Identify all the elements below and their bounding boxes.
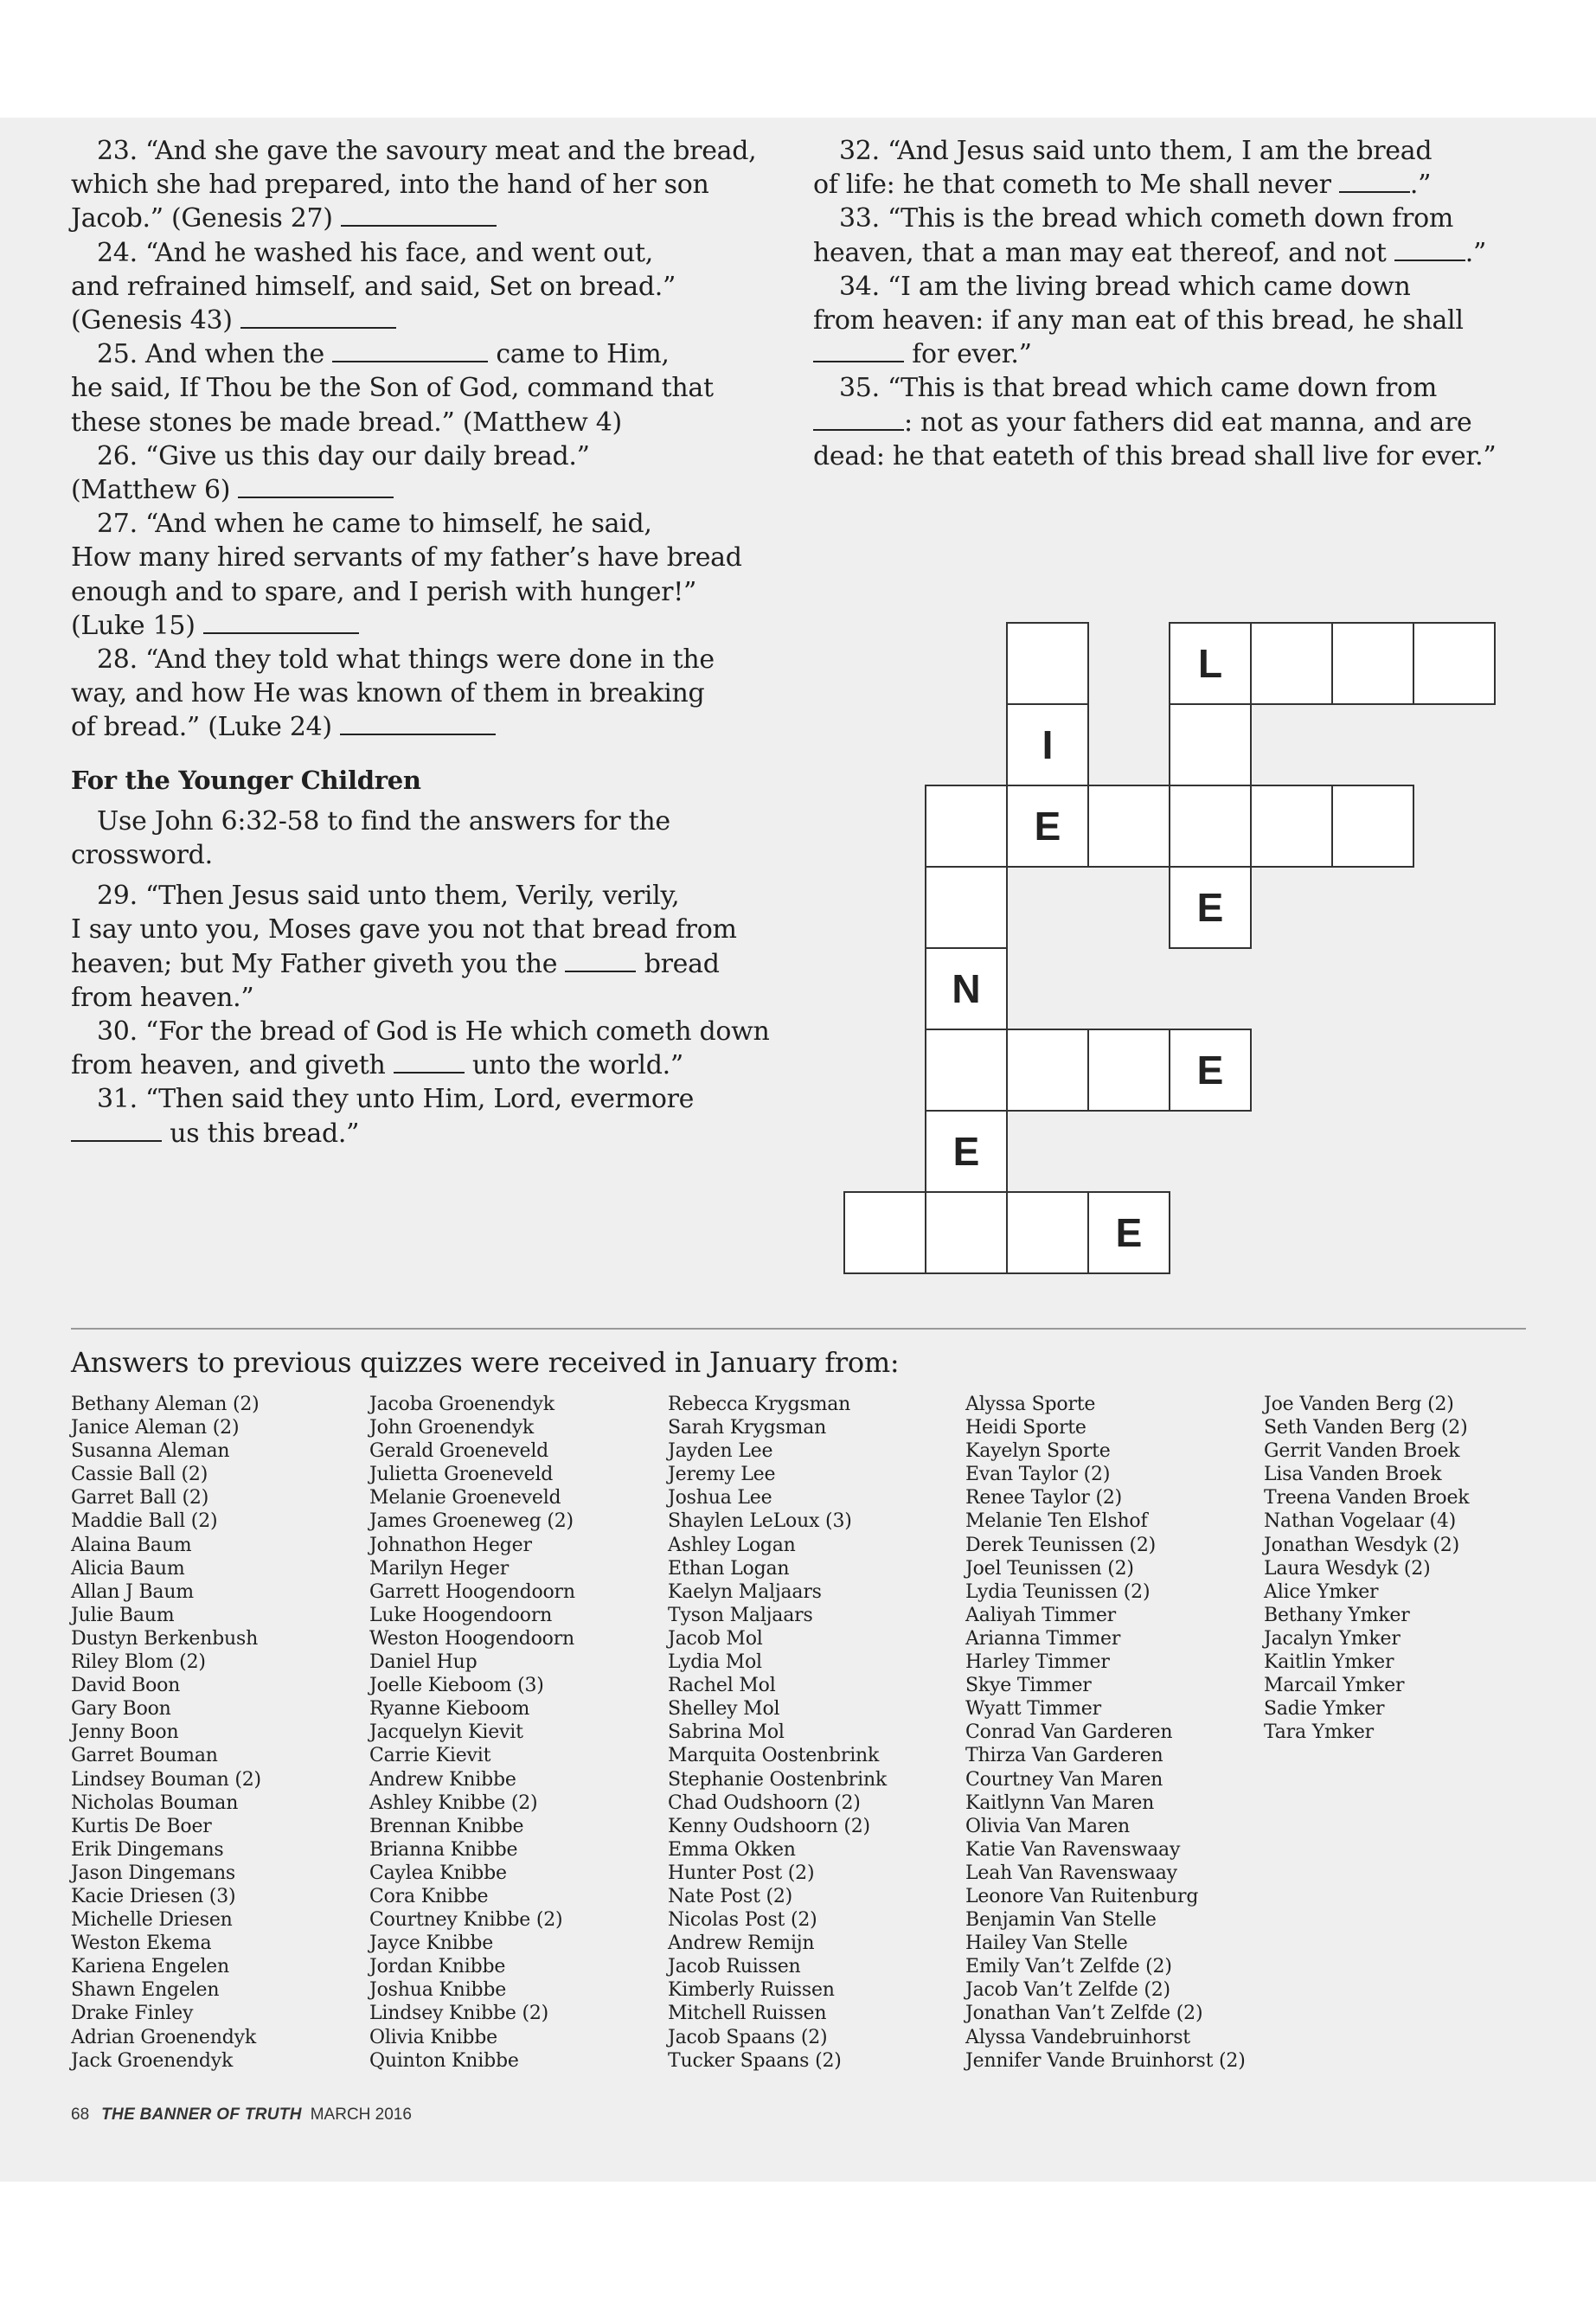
name-entry: Rebecca Krygsman — [668, 1394, 851, 1415]
crossword-cell[interactable] — [1087, 785, 1170, 868]
name-entry: Jacoba Groenendyk — [369, 1394, 554, 1415]
answer-blank — [340, 711, 496, 735]
left-column — [71, 134, 789, 1150]
section-heading: For the Younger Children — [71, 765, 421, 795]
name-entry: Garret Ball (2) — [71, 1487, 209, 1509]
question-28: 28. “And they told what things were done in the way, and how He was known of them in breaking of bread.” (Luke 24) — [71, 644, 715, 743]
name-entry: Ashley Knibbe (2) — [369, 1791, 538, 1814]
name-entry: Bethany Aleman (2) — [71, 1394, 260, 1415]
crossword-cell[interactable] — [925, 1029, 1008, 1112]
name-entry: Jonathan Van’t Zelfde (2) — [965, 2003, 1203, 2025]
question-25: 25. And when the came to Him, he said, If Thou be the Son of God, command that these stones be made bread.” (Matthew 4) — [71, 339, 714, 438]
name-entry: Maddie Ball (2) — [71, 1510, 218, 1533]
name-entry: Kariena Engelen — [71, 1956, 229, 1978]
name-entry: Quinton Knibbe — [369, 2049, 519, 2072]
answer-blank — [394, 1049, 465, 1074]
crossword-cell[interactable]: E — [925, 1110, 1008, 1193]
answer-blank — [341, 202, 497, 227]
name-entry: Hunter Post (2) — [668, 1862, 815, 1884]
answers-title: Answers to previous quizzes were received in January from: — [71, 1346, 900, 1379]
crossword-cell[interactable]: E — [1169, 1029, 1252, 1112]
page-footer — [71, 2106, 412, 2125]
name-entry: Kenny Oudshoorn (2) — [668, 1815, 870, 1837]
answer-blank — [238, 474, 394, 498]
crossword-cell[interactable] — [1169, 785, 1252, 868]
name-entry: Bethany Ymker — [1264, 1604, 1410, 1626]
crossword-cell[interactable] — [925, 1191, 1008, 1274]
name-entry: Ethan Logan — [668, 1557, 790, 1580]
name-entry: Carrie Kievit — [369, 1745, 491, 1767]
name-entry: Jacalyn Ymker — [1264, 1627, 1401, 1650]
name-entry: Jason Dingemans — [71, 1862, 236, 1884]
name-entry: Jacob Van’t Zelfde (2) — [965, 1979, 1170, 2002]
question-32: 32. “And Jesus said unto them, I am the bread of life: he that cometh to Me shall never .” — [813, 136, 1433, 201]
name-entry: Caylea Knibbe — [369, 1862, 507, 1884]
name-entry: Tucker Spaans (2) — [668, 2049, 842, 2072]
name-entry: Erik Dingemans — [71, 1838, 224, 1861]
name-entry: Nate Post (2) — [668, 1885, 793, 1907]
name-entry: Melanie Ten Elshof — [965, 1510, 1148, 1533]
name-entry: Courtney Knibbe (2) — [369, 1909, 563, 1932]
name-entry: Gary Boon — [71, 1698, 171, 1721]
name-entry: Skye Timmer — [965, 1675, 1092, 1697]
name-entry: John Groenendyk — [369, 1417, 534, 1439]
answer-blank — [203, 610, 359, 634]
name-entry: Johnathon Heger — [369, 1534, 532, 1556]
crossword-cell[interactable]: I — [1006, 703, 1089, 786]
page-number: 68 — [71, 2106, 90, 2124]
name-entry: Ryanne Kieboom — [369, 1698, 530, 1721]
name-entry: Emily Van’t Zelfde (2) — [965, 1956, 1172, 1978]
answer-blank — [1394, 237, 1465, 261]
name-entry: Riley Blom (2) — [71, 1651, 206, 1674]
name-entry: Melanie Groeneveld — [369, 1487, 561, 1509]
name-entry: Cassie Ball (2) — [71, 1464, 208, 1486]
name-entry: Alicia Baum — [71, 1557, 185, 1580]
name-entry: Kurtis De Boer — [71, 1815, 212, 1837]
crossword-grid — [843, 622, 1497, 1276]
name-entry: Nicholas Bouman — [71, 1791, 239, 1814]
name-entry: Kaelyn Maljaars — [668, 1580, 822, 1603]
name-entry: Allan J Baum — [71, 1580, 194, 1603]
name-entry: Kayelyn Sporte — [965, 1440, 1111, 1463]
name-entry: Lydia Teunissen (2) — [965, 1580, 1151, 1603]
crossword-cell[interactable]: E — [1169, 866, 1252, 949]
name-entry: Jacquelyn Kievit — [369, 1721, 523, 1744]
name-entry: Shawn Engelen — [71, 1979, 220, 2002]
name-entry: Evan Taylor (2) — [965, 1464, 1111, 1486]
name-entry: Susanna Aleman — [71, 1440, 230, 1463]
question-34: 34. “I am the living bread which came down from heaven: if any man eat of this bread, he shall for ever.” — [813, 271, 1464, 370]
names-column-3 — [668, 1393, 962, 2073]
question-30: 30. “For the bread of God is He which cometh down from heaven, and giveth unto the world.” — [71, 1016, 770, 1081]
name-entry: Seth Vanden Berg (2) — [1264, 1417, 1468, 1439]
name-entry: Gerrit Vanden Broek — [1264, 1440, 1460, 1463]
name-entry: Jack Groenendyk — [71, 2049, 234, 2072]
question-26: 26. “Give us this day our daily bread.” (Matthew 6) — [71, 440, 590, 506]
crossword-cell[interactable] — [925, 866, 1008, 949]
name-entry: Renee Taylor (2) — [965, 1487, 1123, 1509]
right-column — [813, 134, 1531, 473]
name-entry: Julie Baum — [71, 1604, 175, 1626]
crossword-cell[interactable] — [1250, 785, 1333, 868]
name-entry: Drake Finley — [71, 2003, 194, 2025]
name-entry: Emma Okken — [668, 1838, 796, 1861]
name-entry: Joelle Kieboom (3) — [369, 1675, 544, 1697]
name-entry: James Groeneweg (2) — [369, 1510, 574, 1533]
name-entry: Jayce Knibbe — [369, 1932, 494, 1955]
question-31: 31. “Then said they unto Him, Lord, evermore us this bread.” — [71, 1082, 789, 1150]
name-entry: Katie Van Ravenswaay — [965, 1838, 1181, 1861]
name-entry: Lindsey Bouman (2) — [71, 1768, 261, 1791]
name-entry: Brennan Knibbe — [369, 1815, 524, 1837]
crossword-cell[interactable] — [1413, 622, 1496, 705]
name-entry: Daniel Hup — [369, 1651, 478, 1674]
name-entry: Nicolas Post (2) — [668, 1909, 817, 1932]
crossword-intro: Use John 6:32-58 to find the answers for the crossword. — [71, 805, 670, 871]
crossword-cell[interactable] — [925, 785, 1008, 868]
name-entry: Jacob Spaans (2) — [668, 2026, 828, 2048]
answer-blank — [565, 948, 636, 972]
crossword-cell[interactable] — [1331, 785, 1414, 868]
name-entry: Nathan Vogelaar (4) — [1264, 1510, 1457, 1533]
answer-blank — [1339, 169, 1410, 193]
magazine-title: THE BANNER OF TRUTH — [101, 2106, 302, 2124]
names-column-1 — [71, 1393, 365, 2073]
section-divider — [71, 1328, 1526, 1330]
name-entry: Laura Wesdyk (2) — [1264, 1557, 1431, 1580]
name-entry: Sarah Krygsman — [668, 1417, 827, 1439]
name-entry: Alice Ymker — [1264, 1580, 1379, 1603]
crossword-cell[interactable] — [1006, 622, 1089, 705]
name-entry: Weston Hoogendoorn — [369, 1627, 574, 1650]
name-entry: Jacob Ruissen — [668, 1956, 801, 1978]
name-entry: Derek Teunissen (2) — [965, 1534, 1157, 1556]
name-entry: Hailey Van Stelle — [965, 1932, 1128, 1955]
crossword-cell[interactable]: L — [1169, 622, 1252, 705]
name-entry: Wyatt Timmer — [965, 1698, 1101, 1721]
name-entry: Marquita Oostenbrink — [668, 1745, 880, 1767]
names-column-5 — [1264, 1393, 1558, 1744]
name-entry: Ashley Logan — [668, 1534, 796, 1556]
crossword-cell[interactable]: E — [1087, 1191, 1170, 1274]
answer-blank — [71, 1118, 162, 1142]
name-entry: Julietta Groeneveld — [369, 1464, 554, 1486]
name-entry: Andrew Remijn — [668, 1932, 815, 1955]
crossword-cell[interactable]: N — [925, 947, 1008, 1030]
name-entry: Joshua Lee — [668, 1487, 772, 1509]
name-entry: Shaylen LeLoux (3) — [668, 1510, 852, 1533]
name-entry: Kimberly Ruissen — [668, 1979, 835, 2002]
issue-date: MARCH 2016 — [310, 2106, 412, 2124]
name-entry: Joel Teunissen (2) — [965, 1557, 1134, 1580]
name-entry: Tyson Maljaars — [668, 1604, 813, 1626]
name-entry: Kaitlin Ymker — [1264, 1651, 1394, 1674]
crossword-cell[interactable] — [1250, 622, 1333, 705]
name-entry: Stephanie Oostenbrink — [668, 1768, 888, 1791]
name-entry: Sadie Ymker — [1264, 1698, 1385, 1721]
question-27: 27. “And when he came to himself, he said, How many hired servants of my father’s have bread enough and to spare, and I perish with hunger!” (Luke 15) — [71, 509, 742, 641]
name-entry: Courtney Van Maren — [965, 1768, 1163, 1791]
name-entry: Olivia Knibbe — [369, 2026, 497, 2048]
name-entry: Aaliyah Timmer — [965, 1604, 1116, 1626]
name-entry: Arianna Timmer — [965, 1627, 1121, 1650]
question-35: 35. “This is that bread which came down from : not as your fathers did eat manna, and are dead: he that eateth of this bread shall live for ever.” — [813, 373, 1497, 471]
name-entry: Jacob Mol — [668, 1627, 763, 1650]
names-column-4 — [965, 1393, 1259, 2073]
name-entry: Kacie Driesen (3) — [71, 1885, 236, 1907]
name-entry: Jeremy Lee — [668, 1464, 776, 1486]
name-entry: Garrett Hoogendoorn — [369, 1580, 575, 1603]
name-entry: Dustyn Berkenbush — [71, 1627, 259, 1650]
name-entry: Tara Ymker — [1264, 1721, 1374, 1744]
crossword-cell[interactable] — [1087, 1029, 1170, 1112]
name-entry: David Boon — [71, 1675, 181, 1697]
name-entry: Jennifer Vande Bruinhorst (2) — [965, 2049, 1246, 2072]
name-entry: Cora Knibbe — [369, 1885, 489, 1907]
name-entry: Luke Hoogendoorn — [369, 1604, 553, 1626]
name-entry: Janice Aleman (2) — [71, 1417, 240, 1439]
name-entry: Jordan Knibbe — [369, 1956, 506, 1978]
crossword-cell[interactable] — [1331, 622, 1414, 705]
name-entry: Treena Vanden Broek — [1264, 1487, 1470, 1509]
name-entry: Alaina Baum — [71, 1534, 192, 1556]
crossword-cell[interactable]: E — [1006, 785, 1089, 868]
answer-blank — [240, 304, 396, 329]
answer-blank — [332, 338, 488, 362]
crossword-cell[interactable] — [1006, 1191, 1089, 1274]
name-entry: Lisa Vanden Broek — [1264, 1464, 1442, 1486]
name-entry: Sabrina Mol — [668, 1721, 785, 1744]
name-entry: Conrad Van Garderen — [965, 1721, 1173, 1744]
name-entry: Chad Oudshoorn (2) — [668, 1791, 861, 1814]
name-entry: Alyssa Sporte — [965, 1394, 1096, 1415]
name-entry: Lydia Mol — [668, 1651, 762, 1674]
name-entry: Joe Vanden Berg (2) — [1264, 1394, 1454, 1415]
name-entry: Weston Ekema — [71, 1932, 212, 1955]
name-entry: Garret Bouman — [71, 1745, 218, 1767]
name-entry: Benjamin Van Stelle — [965, 1909, 1157, 1932]
question-33: 33. “This is the bread which cometh down from heaven, that a man may eat thereof, and not .” — [813, 203, 1486, 268]
name-entry: Brianna Knibbe — [369, 1838, 518, 1861]
name-entry: Jayden Lee — [668, 1440, 773, 1463]
name-entry: Harley Timmer — [965, 1651, 1110, 1674]
answer-blank — [813, 338, 904, 362]
name-entry: Olivia Van Maren — [965, 1815, 1130, 1837]
name-entry: Gerald Groeneveld — [369, 1440, 549, 1463]
name-entry: Shelley Mol — [668, 1698, 780, 1721]
name-entry: Thirza Van Garderen — [965, 1745, 1163, 1767]
crossword-cell[interactable] — [843, 1191, 926, 1274]
name-entry: Heidi Sporte — [965, 1417, 1086, 1439]
name-entry: Marcail Ymker — [1264, 1675, 1405, 1697]
name-entry: Jonathan Wesdyk (2) — [1264, 1534, 1459, 1556]
crossword-cell[interactable] — [1169, 703, 1252, 786]
name-entry: Leonore Van Ruitenburg — [965, 1885, 1199, 1907]
name-entry: Marilyn Heger — [369, 1557, 510, 1580]
names-column-2 — [369, 1393, 663, 2073]
name-entry: Lindsey Knibbe (2) — [369, 2003, 549, 2025]
name-entry: Leah Van Ravenswaay — [965, 1862, 1177, 1884]
question-24: 24. “And he washed his face, and went out, and refrained himself, and said, Set on bread.” (Genesis 43) — [71, 237, 676, 336]
name-entry: Mitchell Ruissen — [668, 2003, 827, 2025]
question-29: 29. “Then Jesus said unto them, Verily, verily, I say unto you, Moses gave you not that bread from heaven; but My Father giveth you the bread from heaven.” — [71, 881, 737, 1013]
question-23: 23. “And she gave the savoury meat and the bread, which she had prepared, into the hand of her son Jacob.” (Genesis 27) — [71, 136, 757, 234]
name-entry: Kaitlynn Van Maren — [965, 1791, 1155, 1814]
name-entry: Rachel Mol — [668, 1675, 776, 1697]
name-entry: Michelle Driesen — [71, 1909, 233, 1932]
name-entry: Andrew Knibbe — [369, 1768, 516, 1791]
answer-blank — [813, 407, 904, 431]
crossword-cell[interactable] — [1006, 1029, 1089, 1112]
name-entry: Alyssa Vandebruinhorst — [965, 2026, 1190, 2048]
name-entry: Jenny Boon — [71, 1721, 179, 1744]
name-entry: Adrian Groenendyk — [71, 2026, 256, 2048]
name-entry: Joshua Knibbe — [369, 1979, 507, 2002]
